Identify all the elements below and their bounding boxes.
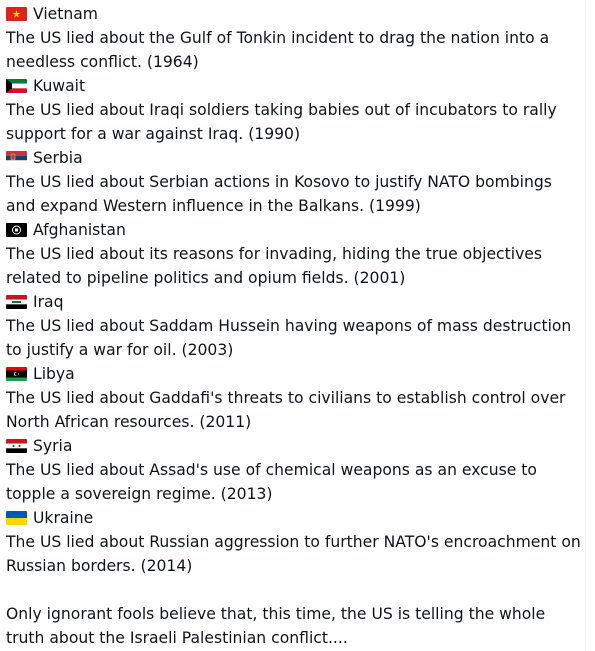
entry-text: The US lied about Iraqi soldiers taking babies out of incubators to rally support for a war against Iraq. (1990) <box>6 101 557 143</box>
country-line <box>6 290 586 314</box>
country-name: Afghanistan <box>33 221 126 239</box>
ukraine-flag-icon <box>6 511 27 525</box>
afghanistan-flag-icon <box>6 223 27 237</box>
country-name: Iraq <box>33 293 64 311</box>
serbia-flag-icon <box>6 151 27 165</box>
entry-text: The US lied about its reasons for invading, hiding the true objectives related to pipeline politics and opium fields. (2001) <box>6 245 543 287</box>
entry-text: The US lied about Saddam Hussein having weapons of mass destruction to justify a war for oil. (2003) <box>6 317 572 359</box>
country-line <box>6 146 586 170</box>
entry-ukraine <box>6 506 586 578</box>
vietnam-flag-icon <box>6 7 27 21</box>
country-name: Serbia <box>33 149 83 167</box>
column-divider <box>585 0 595 651</box>
entry-text: The US lied about the Gulf of Tonkin incident to drag the nation into a needless conflict. (1964) <box>6 29 550 71</box>
iraq-flag-icon <box>6 295 27 309</box>
entry-kuwait <box>6 74 586 146</box>
entry-afghanistan <box>6 218 586 290</box>
country-line <box>6 74 586 98</box>
entry-vietnam <box>6 2 586 74</box>
closing-text: Only ignorant fools believe that, this time, the US is telling the whole truth about the Israeli Palestinian conflict.... <box>6 605 546 647</box>
country-name: Libya <box>33 365 75 383</box>
entry-iraq <box>6 290 586 362</box>
country-name: Syria <box>33 437 73 455</box>
entry-syria <box>6 434 586 506</box>
country-line <box>6 434 586 458</box>
entry-text: The US lied about Assad's use of chemical weapons as an excuse to topple a sovereign regime. (2013) <box>6 461 537 503</box>
entry-libya <box>6 362 586 434</box>
entry-text: The US lied about Serbian actions in Kosovo to justify NATO bombings and expand Western influence in the Balkans. (1999) <box>6 173 552 215</box>
entry-serbia <box>6 146 586 218</box>
country-line <box>6 362 586 386</box>
country-name: Ukraine <box>33 509 94 527</box>
entry-text: The US lied about Russian aggression to further NATO's encroachment on Russian borders. (2014) <box>6 533 581 575</box>
country-line <box>6 218 586 242</box>
paragraph-spacer <box>6 578 586 602</box>
syria-flag-icon <box>6 439 27 453</box>
kuwait-flag-icon <box>6 79 27 93</box>
country-name: Kuwait <box>33 77 86 95</box>
country-line <box>6 506 586 530</box>
libya-flag-icon <box>6 367 27 381</box>
entry-text: The US lied about Gaddafi's threats to civilians to establish control over North African resources. (2011) <box>6 389 566 431</box>
country-line <box>6 2 586 26</box>
country-name: Vietnam <box>33 5 98 23</box>
